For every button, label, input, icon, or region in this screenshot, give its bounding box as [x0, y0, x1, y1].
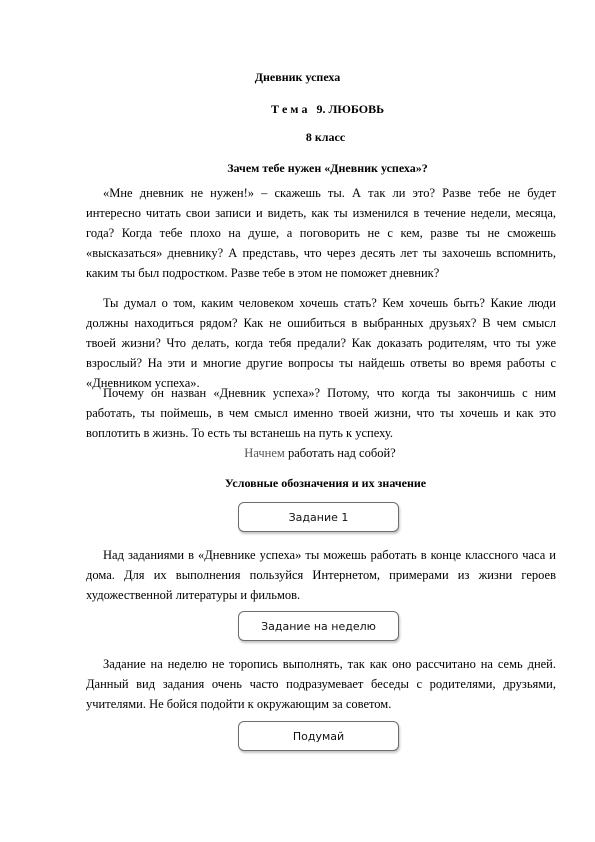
task-box-label: Задание 1 — [288, 510, 349, 524]
closing-line — [0, 443, 595, 463]
task-box — [238, 502, 399, 532]
weekly-task-box-label: Задание на неделю — [261, 619, 376, 633]
intro-paragraph-1: «Мне дневник не нужен!» – скажешь ты. А так ли это? Разве тебе не будет интересно читать свои записи и видеть, как ты изменился в течение недели, месяца, года? Когда тебе плохо на душе, а поговорить не с кем, разве ты не сможешь «высказаться» дневнику? А представь, что через десять лет ты захочешь вспомнить, каким ты был подростком. Разве тебе в этом не поможет дневник? — [86, 186, 556, 280]
question-heading: Зачем тебе нужен «Дневник успеха»? — [227, 161, 428, 175]
closing-word: Начнем — [244, 446, 285, 460]
intro-paragraph-2: Ты думал о том, каким человеком хочешь стать? Кем хочешь быть? Какие люди должны находиться рядом? Как не ошибиться в выбранных друзьях? В чем смысл твоей жизни? Что делать, когда тебя предали? Как доказать родителям, что ты уже взрослый? На эти и многие другие вопросы ты найдешь ответы во время работы с «Дневником успеха». — [86, 296, 556, 390]
task-description: Над заданиями в «Дневнике успеха» ты можешь работать в конце классного часа и дома. Для их выполнения пользуйся Интернетом, примерами из жизни героев художественной литературы и фильмов. — [86, 548, 556, 602]
think-box — [238, 721, 399, 751]
think-box-label: Подумай — [292, 729, 345, 743]
weekly-task-description: Задание на неделю не торопись выполнять, так как оно рассчитано на семь дней. Данный вид задания очень часто подразумевает беседы с родителями, друзьями, учителями. Не бойся подойти к окружающим за советом. — [86, 657, 556, 711]
intro-paragraph-3: Почему он назван «Дневник успеха»? Потому, что когда ты закончишь с ним работать, ты поймешь, в чем смысл именно твоей жизни, что ты хочешь и как это воплотить в жизнь. То есть ты встанешь на путь к успеху. — [86, 386, 556, 440]
topic-heading: Т е м а 9. ЛЮБОВЬ — [270, 102, 385, 116]
weekly-task-box — [238, 611, 399, 641]
grade-heading: 8 класс — [305, 130, 346, 144]
legend-heading: Условные обозначения и их значение — [224, 476, 427, 490]
document-title: Дневник успеха — [254, 70, 341, 84]
closing-rest: работать над собой? — [284, 446, 396, 460]
